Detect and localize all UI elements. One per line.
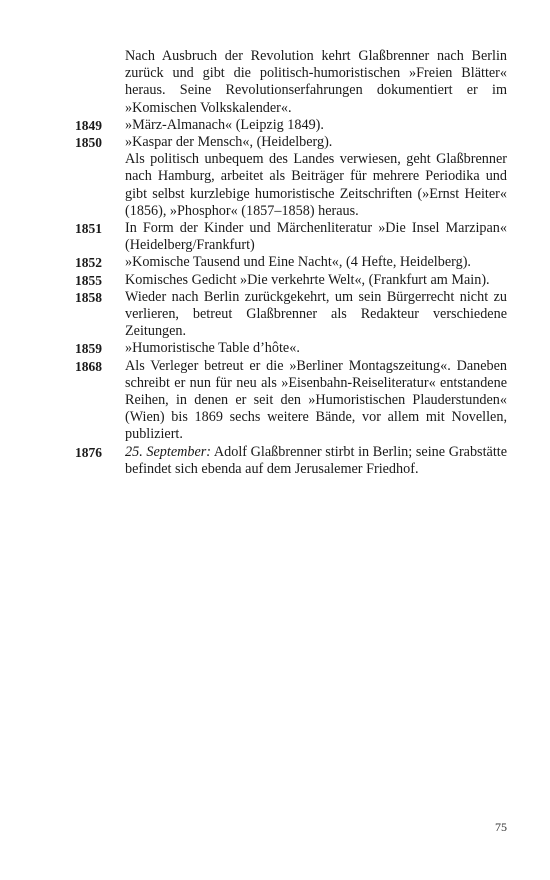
chronology (75, 48, 507, 478)
entry-text (125, 48, 507, 117)
entry-paragraph: Als politisch unbequem des Landes verwiesen, geht Glaßbrenner nach Hamburg, arbeitet als Beiträger für mehrere Periodika und gibt selbst kurzlebige humoristische Zeitschriften (»Ernst Heiter« (1856), »Phosphor« (1857–1858) heraus. (125, 151, 507, 219)
chronology-entry (75, 358, 507, 444)
entry-paragraph: »Komische Tausend und Eine Nacht«, (4 Hefte, Heidelberg). (125, 254, 471, 271)
entry-paragraph: »Humoristische Table d’hôte«. (125, 340, 300, 357)
entry-text (125, 289, 507, 341)
chronology-entry (75, 289, 507, 341)
chronology-entry (75, 340, 507, 357)
entry-year: 1858 (75, 289, 102, 305)
entry-text (125, 254, 507, 271)
entry-year: 1876 (75, 444, 102, 460)
entry-text (125, 220, 507, 254)
entry-text (125, 272, 507, 289)
page-number: 75 (495, 820, 507, 834)
chronology-entry (75, 220, 507, 254)
entry-paragraph: »Kaspar der Mensch«, (Heidelberg). (125, 134, 333, 151)
entry-paragraph: Als Verleger betreut er die »Berliner Montagszeitung«. Daneben schreibt er nun für neu als »Eisenbahn-Reiseliteratur« entstandene Reihen, in denen er seit den »Humoristischen Plauderstunden« (Wien) bis 1869 sechs weitere Bände, vor allem mit Novellen, publiziert. (125, 357, 507, 443)
entry-year: 1850 (75, 135, 102, 151)
entry-year: 1852 (75, 255, 102, 271)
entry-paragraph: Wieder nach Berlin zurückgekehrt, um sein Bürgerrecht nicht zu verlieren, betreut Glaßbrenner als Redakteur verschiedene Zeitungen. (125, 288, 507, 340)
entry-year: 1868 (75, 358, 102, 374)
chronology-entry (75, 117, 507, 134)
chronology-entry (75, 254, 507, 271)
entry-paragraph-text: Adolf Glaßbrenner stirbt in Berlin; seine Grabstätte befindet sich ebenda auf dem Jerusalemer Friedhof. (125, 443, 507, 477)
entry-text (125, 358, 507, 444)
chronology-entry (75, 272, 507, 289)
entry-paragraph: »März-Almanach« (Leipzig 1849). (125, 116, 324, 133)
entry-text (125, 444, 507, 478)
entry-paragraph: Nach Ausbruch der Revolution kehrt Glaßbrenner nach Berlin zurück und gibt die politisch-humoristischen »Freien Blätter« heraus. Seine Revolutionserfahrungen dokumentiert er im »Komischen Volkskalender«. (125, 48, 507, 116)
entry-year: 1859 (75, 341, 102, 357)
entry-text (125, 117, 507, 134)
chronology-entry (75, 444, 507, 478)
chronology-entry (75, 48, 507, 117)
entry-date: 25. September: (125, 443, 212, 460)
entry-text (125, 134, 507, 220)
entry-year: 1851 (75, 221, 102, 237)
entry-year: 1849 (75, 117, 102, 133)
entry-paragraph: In Form der Kinder und Märchenliteratur »Die Insel Marzipan« (Heidelberg/Frankfurt) (125, 220, 507, 254)
entry-text (125, 340, 507, 357)
entry-paragraph (125, 444, 507, 478)
entry-paragraph: Komisches Gedicht »Die verkehrte Welt«, (Frankfurt am Main). (125, 271, 490, 288)
entry-year: 1855 (75, 272, 102, 288)
chronology-entry (75, 134, 507, 220)
